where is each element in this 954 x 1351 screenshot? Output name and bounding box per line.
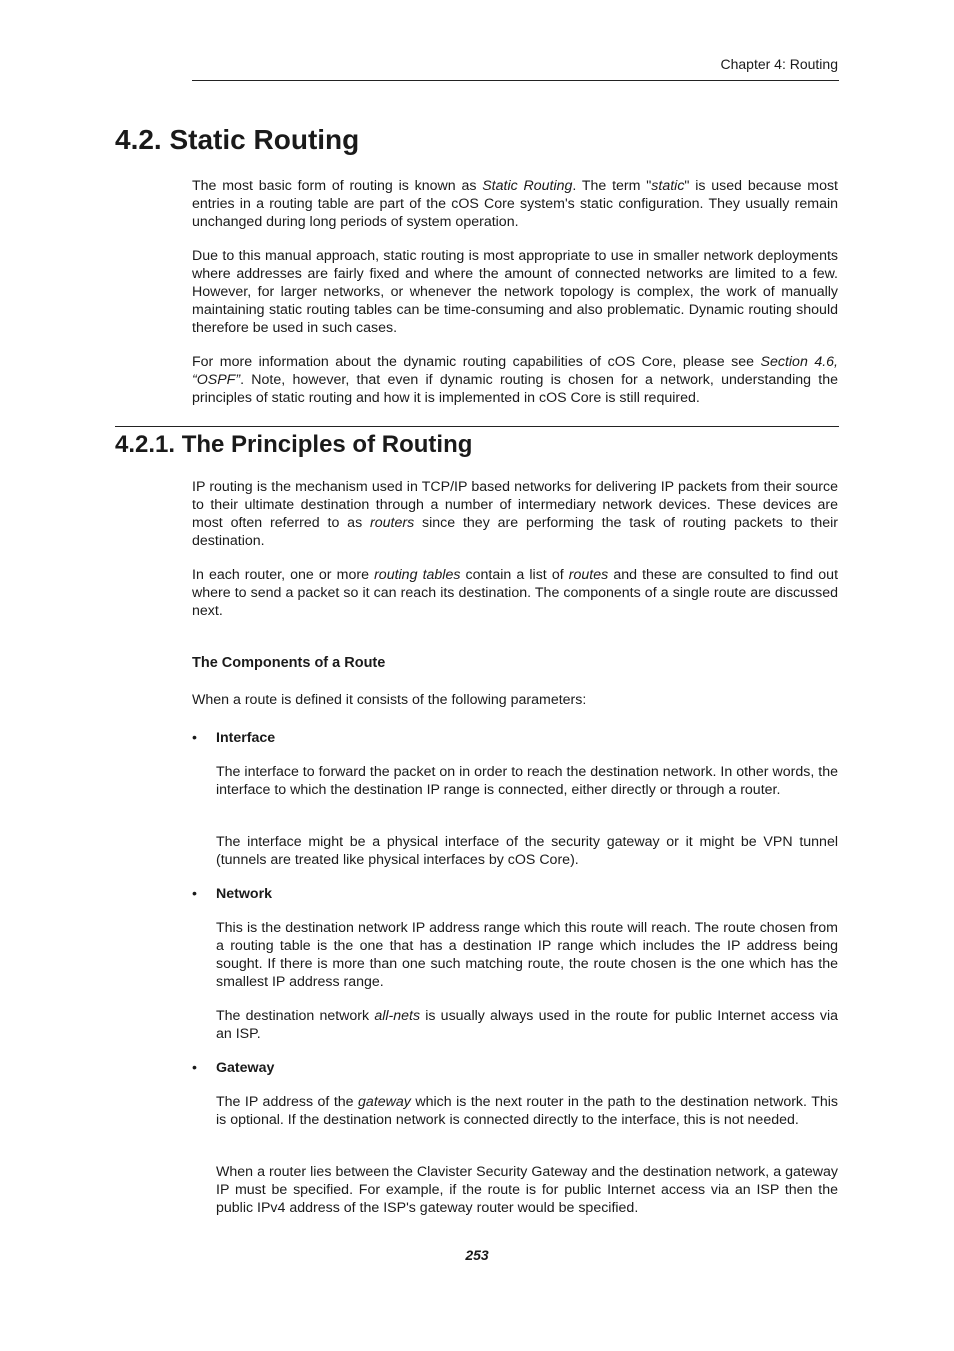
paragraph [192, 566, 838, 620]
emphasis-text: routing tables [374, 567, 461, 583]
text-run: is usually always used in the route for public Internet access via an ISP. [216, 1008, 838, 1042]
running-header: Chapter 4: Routing [720, 56, 838, 72]
text-run: When a router lies between the Clavister Security Gateway and the destination network, a gateway IP must be specified. For example, if the route is for public Internet access via an ISP then the public IPv4 address of the ISP's gateway router would be specified. [216, 1164, 838, 1216]
text-run: and these are consulted to find out where to send a packet so it can reach its destination. The components of a single route are discussed next. [192, 567, 839, 619]
bullet-icon: • [192, 1060, 197, 1076]
text-run: which is the next router in the path to the destination network. This is optional. If the destination network is connected directly to the interface, this is not needed. [216, 1094, 838, 1128]
text-run: . The term " [572, 178, 652, 194]
text-run: In each router, one or more [192, 567, 375, 583]
emphasis-text: gateway [358, 1094, 411, 1110]
bullet-icon: • [192, 886, 197, 902]
header-rule [192, 80, 839, 81]
page-number: 253 [465, 1247, 489, 1263]
text-run: contain a list of [460, 567, 569, 583]
paragraph [216, 1093, 838, 1129]
text-run: The interface to forward the packet on in order to reach the destination network. In other words, the interface to which the destination IP range is connected, either directly or through a router. [216, 764, 838, 798]
paragraph [192, 247, 838, 337]
emphasis-text: all-nets [374, 1008, 421, 1024]
text-run: For more information about the dynamic routing capabilities of cOS Core, please see [192, 354, 761, 370]
text-run: since they are performing the task of routing packets to their destination. [192, 515, 838, 549]
bullet-label: Gateway [216, 1060, 275, 1076]
emphasis-text: Section 4.6, “OSPF” [192, 354, 838, 388]
section-rule [115, 426, 839, 427]
paragraph [192, 177, 838, 231]
paragraph [216, 1007, 838, 1043]
text-run: The destination network [216, 1008, 375, 1024]
bullet-icon: • [192, 730, 197, 746]
text-run: The most basic form of routing is known as [192, 178, 483, 194]
text-run: This is the destination network IP address range which this route will reach. The route chosen from a routing table is the one that has a destination IP range which includes the IP address being sought. If there is more than one such matching route, the route chosen is the one which has the smallest IP address range. [216, 920, 838, 990]
bullet-label: Interface [216, 730, 276, 746]
emphasis-text: static [651, 178, 685, 194]
text-run: . Note, however, that even if dynamic routing is chosen for a network, understanding the principles of static routing and how it is implemented in cOS Core is still required. [192, 372, 838, 406]
text-run: The IP address of the [216, 1094, 359, 1110]
components-heading: The Components of a Route [192, 655, 386, 671]
paragraph [192, 691, 838, 709]
emphasis-text: routes [568, 567, 609, 583]
paragraph [216, 919, 838, 991]
paragraph [192, 353, 838, 407]
paragraph [216, 763, 838, 799]
emphasis-text: routers [370, 515, 415, 531]
text-run: The interface might be a physical interface of the security gateway or it might be VPN tunnel (tunnels are treated like physical interfaces by cOS Core). [216, 834, 838, 868]
text-run: IP routing is the mechanism used in TCP/IP based networks for delivering IP packets from their source to their ultimate destination through a number of intermediary network devices. These devices are most often referred to as [192, 479, 838, 531]
subsection-title: 4.2.1. The Principles of Routing [115, 431, 473, 458]
paragraph [192, 478, 838, 550]
bullet-label: Network [216, 886, 272, 902]
paragraph [216, 1163, 838, 1217]
text-run: " is used because most entries in a routing table are part of the cOS Core system's static configuration. They usually remain unchanged during long periods of system operation. [192, 178, 838, 230]
emphasis-text: Static Routing [482, 178, 573, 194]
section-title: 4.2. Static Routing [115, 124, 360, 155]
paragraph [216, 833, 838, 869]
text-run: When a route is defined it consists of the following parameters: [192, 692, 587, 708]
text-run: Due to this manual approach, static routing is most appropriate to use in smaller network deployments where addresses are fairly fixed and where the amount of connected networks are limited to a few. However, for larger networks, or whenever the network topology is complex, the work of manually maintaining static routing tables can be time-consuming and also problematic. Dynamic routing should therefore be used in such cases. [192, 248, 838, 336]
